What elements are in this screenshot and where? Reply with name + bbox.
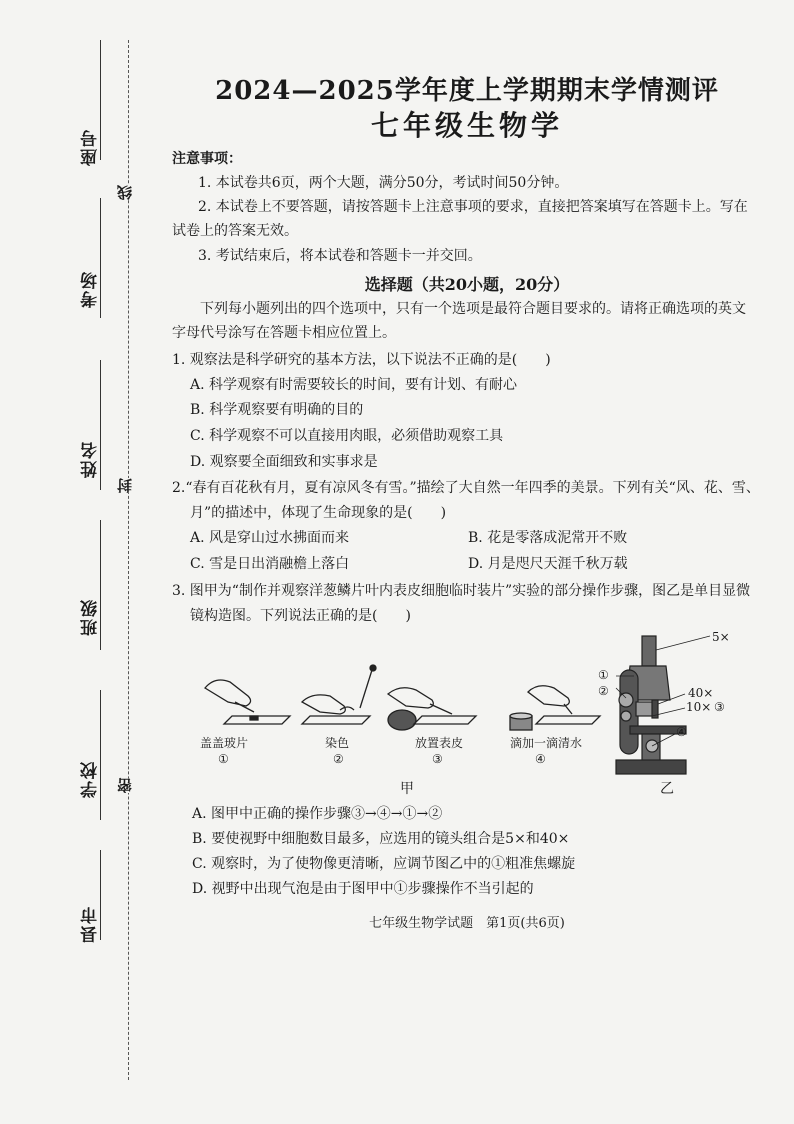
step-place-epidermis-drawing [388,688,476,730]
step-1-number: ① [218,752,229,766]
figure-yi-caption: 乙 [660,781,674,797]
marker-2: ② [598,684,609,698]
question-3-option-d: D. 视野中出现气泡是由于图甲中①步骤操作不当引起的 [192,881,534,897]
class-label: 班级 [81,598,101,636]
exam-subtitle: 七年级生物学 [370,109,563,142]
notice-item: 1. 本试卷共6页，两个大题，满分50分，考试时间50分钟。 [198,175,569,191]
question-2-option-a: A. 风是穿山过水拂面而来 [190,530,350,546]
step-stain-drawing [302,665,376,724]
page-footer: 七年级生物学试题 第1页(共6页) [369,916,565,931]
exam-room-label: 考场 [81,270,101,308]
question-3-option-a: A. 图甲中正确的操作步骤③→④→①→② [192,806,443,822]
question-2-option-b: B. 花是零落成泥常开不败 [468,530,628,546]
section-instruction: 字母代号涂写在答题卡相应位置上。 [172,325,396,341]
question-3-option-b: B. 要使视野中细胞数目最多，应选用的镜头组合是5×和40× [192,831,570,847]
section-title: 选择题（共20小题，20分） [364,275,570,294]
question-2-option-d: D. 月是咫尺天涯千秋万载 [468,556,628,572]
exam-title: 2024—2025学年度上学期期末学情测评 [215,76,719,106]
notice-item: 3. 考试结束后，将本试卷和答题卡一并交回。 [198,248,482,264]
seal-char-line: 线 [116,185,134,200]
eyepiece-label: 5× [712,630,730,644]
name-label: 姓名 [81,440,101,478]
question-1-stem: 1. 观察法是科学研究的基本方法，以下说法不正确的是( ) [172,352,551,368]
step-add-water-drawing [510,686,600,730]
objective-10x-label: 10× [686,700,712,714]
question-1-option-a: A. 科学观察有时需要较长的时间，要有计划、有耐心 [190,377,518,393]
experiment-illustration [190,630,750,800]
school-label: 学校 [81,760,101,798]
section-instruction: 下列每小题列出的四个选项中，只有一个选项是最符合题目要求的。请将正确选项的英文 [200,301,746,317]
step-2-label: 染色 [325,736,350,750]
notice-item: 试卷上的答案无效。 [172,223,298,239]
question-3-stem: 镜构造图。下列说法正确的是( ) [190,608,411,624]
question-3-stem: 3. 图甲为“制作并观察洋葱鳞片叶内表皮细胞临时装片”实验的部分操作步骤，图乙是单目显微 [172,583,751,599]
margin-line [100,690,101,820]
question-1-option-b: B. 科学观察要有明确的目的 [190,402,364,418]
question-1-option-c: C. 科学观察不可以直接用肉眼，必须借助观察工具 [190,428,504,444]
question-2-stem: 2.“春有百花秋有月，夏有凉风冬有雪。”描绘了大自然一年四季的美景。下列有关“风、花、雪、 [172,480,760,496]
figure-jia-caption: 甲 [400,781,414,797]
seal-char-seal: 封 [116,478,134,493]
county-label: 县市 [81,905,101,943]
step-4-number: ④ [535,752,546,766]
marker-3: ③ [714,700,725,714]
question-1-option-d: D. 观察要全面细致和实事求是 [190,454,378,470]
question-2-option-c: C. 雪是日出消融檐上落白 [190,556,350,572]
marker-1: ① [598,668,609,682]
step-cover-slip-drawing [205,680,290,724]
step-2-number: ② [333,752,344,766]
step-1-label: 盖盖玻片 [200,736,249,750]
question-2-stem: 月”的描述中，体现了生命现象的是( ) [190,505,447,521]
notice-heading: 注意事项： [172,151,242,167]
objective-40x-label: 40× [688,686,714,700]
step-3-number: ③ [432,752,443,766]
step-3-label: 放置表皮 [415,736,464,750]
seal-char-secret: 密 [116,778,134,793]
step-4-label: 滴加一滴清水 [510,736,583,750]
seat-number-label: 座号 [81,128,101,166]
marker-4: ④ [676,725,687,739]
question-3-figure [190,630,750,800]
notice-item: 2. 本试卷上不要答题，请按答题卡上注意事项的要求，直接把答案填写在答题卡上。写在 [198,199,748,215]
question-3-option-c: C. 观察时，为了使物像更清晰，应调节图乙中的①粗准焦螺旋 [192,856,576,872]
